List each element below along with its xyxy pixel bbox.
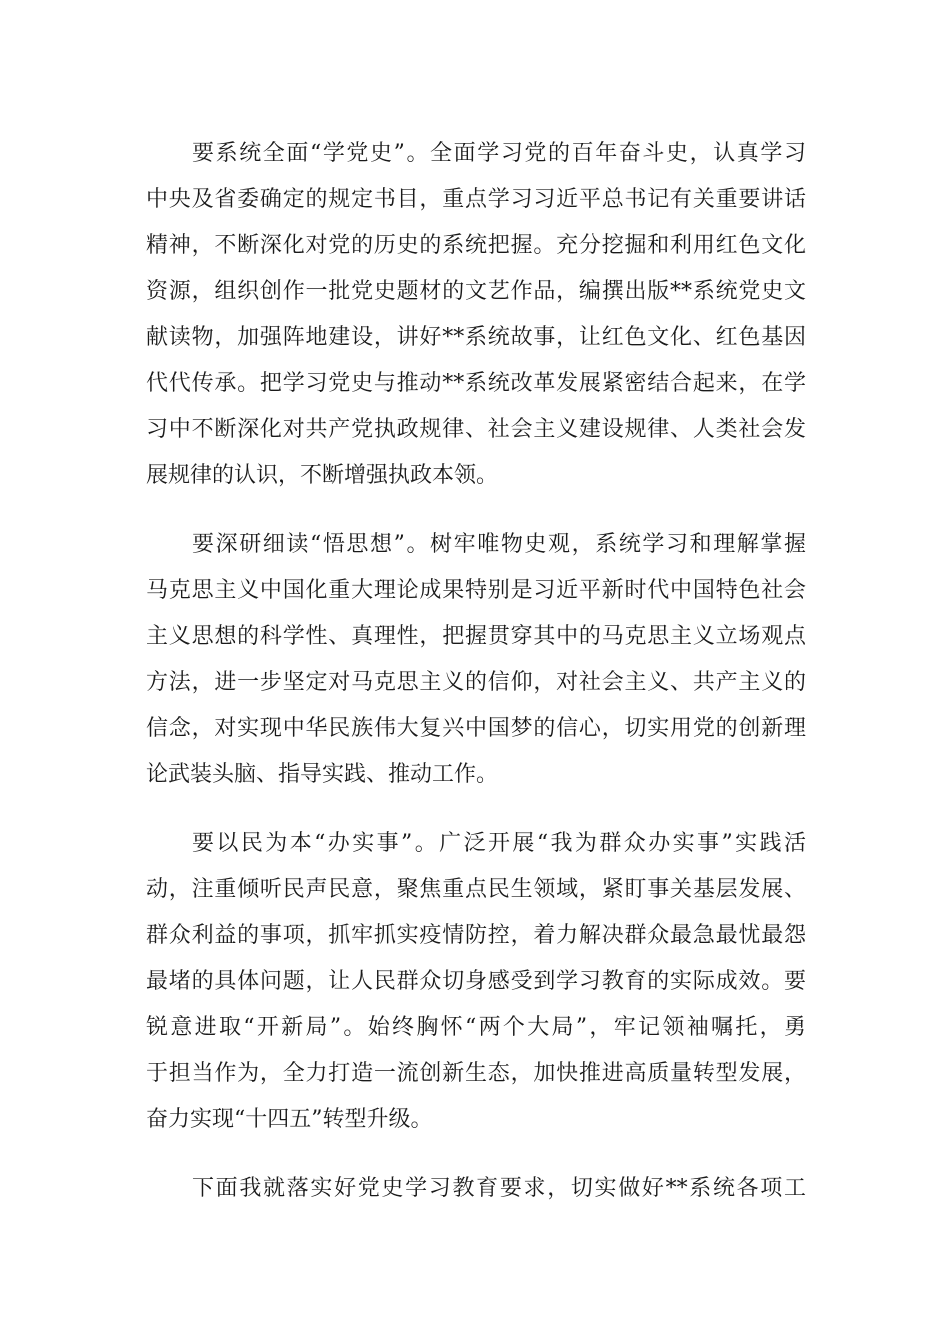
paragraph-1-line-6: 代代传承。把学习党史与推动**系统改革发展紧密结合起来，在学 <box>146 371 806 396</box>
paragraph-2-line-4: 方法，进一步坚定对马克思主义的信仰，对社会主义、共产主义的 <box>146 670 806 695</box>
paragraph-3-line-3: 群众利益的事项，抓牢抓实疫情防控，着力解决群众最急最忧最怨 <box>146 923 806 948</box>
paragraph-1-line-1: 要系统全面“学党史”。全面学习党的百年奋斗史，认真学习 <box>192 141 806 166</box>
paragraph-3-line-7: 奋力实现“十四五”转型升级。 <box>146 1107 433 1132</box>
paragraph-1-line-5: 献读物，加强阵地建设，讲好**系统故事，让红色文化、红色基因 <box>146 325 806 350</box>
paragraph-1-line-3: 精神，不断深化对党的历史的系统把握。充分挖掘和利用红色文化 <box>146 233 806 258</box>
paragraph-3-line-4: 最堵的具体问题，让人民群众切身感受到学习教育的实际成效。要 <box>146 969 806 994</box>
paragraph-3-line-6: 于担当作为，全力打造一流创新生态，加快推进高质量转型发展， <box>146 1061 806 1086</box>
paragraph-1-line-8: 展规律的认识，不断增强执政本领。 <box>146 463 499 488</box>
paragraph-2-line-6: 论武装头脑、指导实践、推动工作。 <box>146 762 499 787</box>
paragraph-4-line-1: 下面我就落实好党史学习教育要求，切实做好**系统各项工 <box>192 1176 806 1201</box>
paragraph-3-line-5: 锐意进取“开新局”。始终胸怀“两个大局”，牢记领袖嘱托，勇 <box>146 1015 806 1040</box>
paragraph-2-line-5: 信念，对实现中华民族伟大复兴中国梦的信心，切实用党的创新理 <box>146 716 806 741</box>
paragraph-2-line-3: 主义思想的科学性、真理性，把握贯穿其中的马克思主义立场观点 <box>146 624 806 649</box>
paragraph-3-line-2: 动，注重倾听民声民意，聚焦重点民生领域，紧盯事关基层发展、 <box>146 877 806 902</box>
paragraph-1-line-4: 资源，组织创作一批党史题材的文艺作品，编撰出版**系统党史文 <box>146 279 806 304</box>
paragraph-2-line-2: 马克思主义中国化重大理论成果特别是习近平新时代中国特色社会 <box>146 578 806 603</box>
paragraph-1-line-2: 中央及省委确定的规定书目，重点学习习近平总书记有关重要讲话 <box>146 187 806 212</box>
paragraph-2-line-1: 要深研细读“悟思想”。树牢唯物史观，系统学习和理解掌握 <box>192 532 806 557</box>
paragraph-3-line-1: 要以民为本“办实事”。广泛开展“我为群众办实事”实践活 <box>192 831 806 856</box>
paragraph-1-line-7: 习中不断深化对共产党执政规律、社会主义建设规律、人类社会发 <box>146 417 806 442</box>
